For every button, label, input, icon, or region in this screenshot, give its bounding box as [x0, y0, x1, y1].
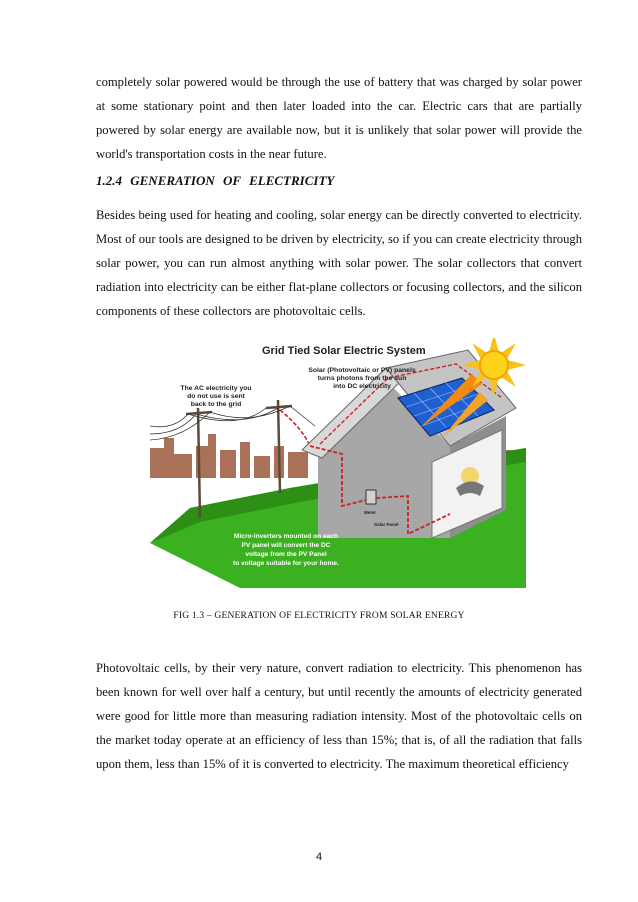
svg-text:The AC electricity you: The AC electricity you [180, 385, 252, 392]
svg-text:back to the grid: back to the grid [190, 401, 242, 408]
svg-text:Micro-inverters mounted on eac: Micro-inverters mounted on each [233, 533, 339, 540]
svg-text:voltage from the PV Panel: voltage from the PV Panel [245, 551, 327, 558]
section-heading: 1.2.4 GENERATION OF ELECTRICITY [96, 173, 335, 188]
svg-text:do not use is sent: do not use is sent [187, 393, 245, 400]
meter-label: Meter [364, 510, 377, 515]
solar-system-figure [150, 338, 526, 590]
svg-text:Solar (Photovoltaic or PV) pan: Solar (Photovoltaic or PV) panels [308, 367, 416, 374]
svg-text:PV panel will convert the DC: PV panel will convert the DC [241, 542, 331, 549]
svg-text:turns photons from the sun: turns photons from the sun [317, 375, 407, 382]
panels-callout [308, 367, 415, 390]
page-number: 4 [315, 851, 323, 863]
svg-text:into DC electricity: into DC electricity [333, 383, 391, 390]
body-paragraph: completely solar powered would be through the use of battery that was charged by solar power at some stationary point and then later loaded into the car. Electric cars that are partially powered by solar energy are available now, but it is unlikely that solar power will provide the world's transportation costs in the near future. [96, 75, 582, 161]
solar-panel-label: Solar Panel [374, 522, 399, 527]
grid-callout [180, 385, 251, 408]
meter [366, 490, 376, 504]
svg-text:to voltage suitable for your h: to voltage suitable for your home. [233, 560, 339, 567]
figure-caption: FIG 1.3 – GENERATION OF ELECTRICITY FROM SOLAR ENERGY [173, 611, 465, 621]
body-paragraph: Besides being used for heating and cooling, solar energy can be directly converted to electricity. Most of our tools are designed to be driven by electricity, so if you can create electricity through solar power, you can run almost anything with solar power. The solar collectors that convert radiation into electricity can be either flat-plane collectors or focusing collectors, and the silicon components of these collectors are photovoltaic cells. [96, 208, 582, 318]
body-paragraph: Photovoltaic cells, by their very nature, convert radiation to electricity. This phenomenon has been known for well over half a century, but until recently the amounts of electricity generated were good for little more than measuring radiation intensity. Most of the photovoltaic cells on the market today operate at an efficiency of less than 15%; that is, of all the radiation that falls upon them, less than 15% of it is converted to electricity. The maximum theoretical efficiency [96, 661, 582, 771]
figure-title: Grid Tied Solar Electric System [262, 345, 426, 357]
